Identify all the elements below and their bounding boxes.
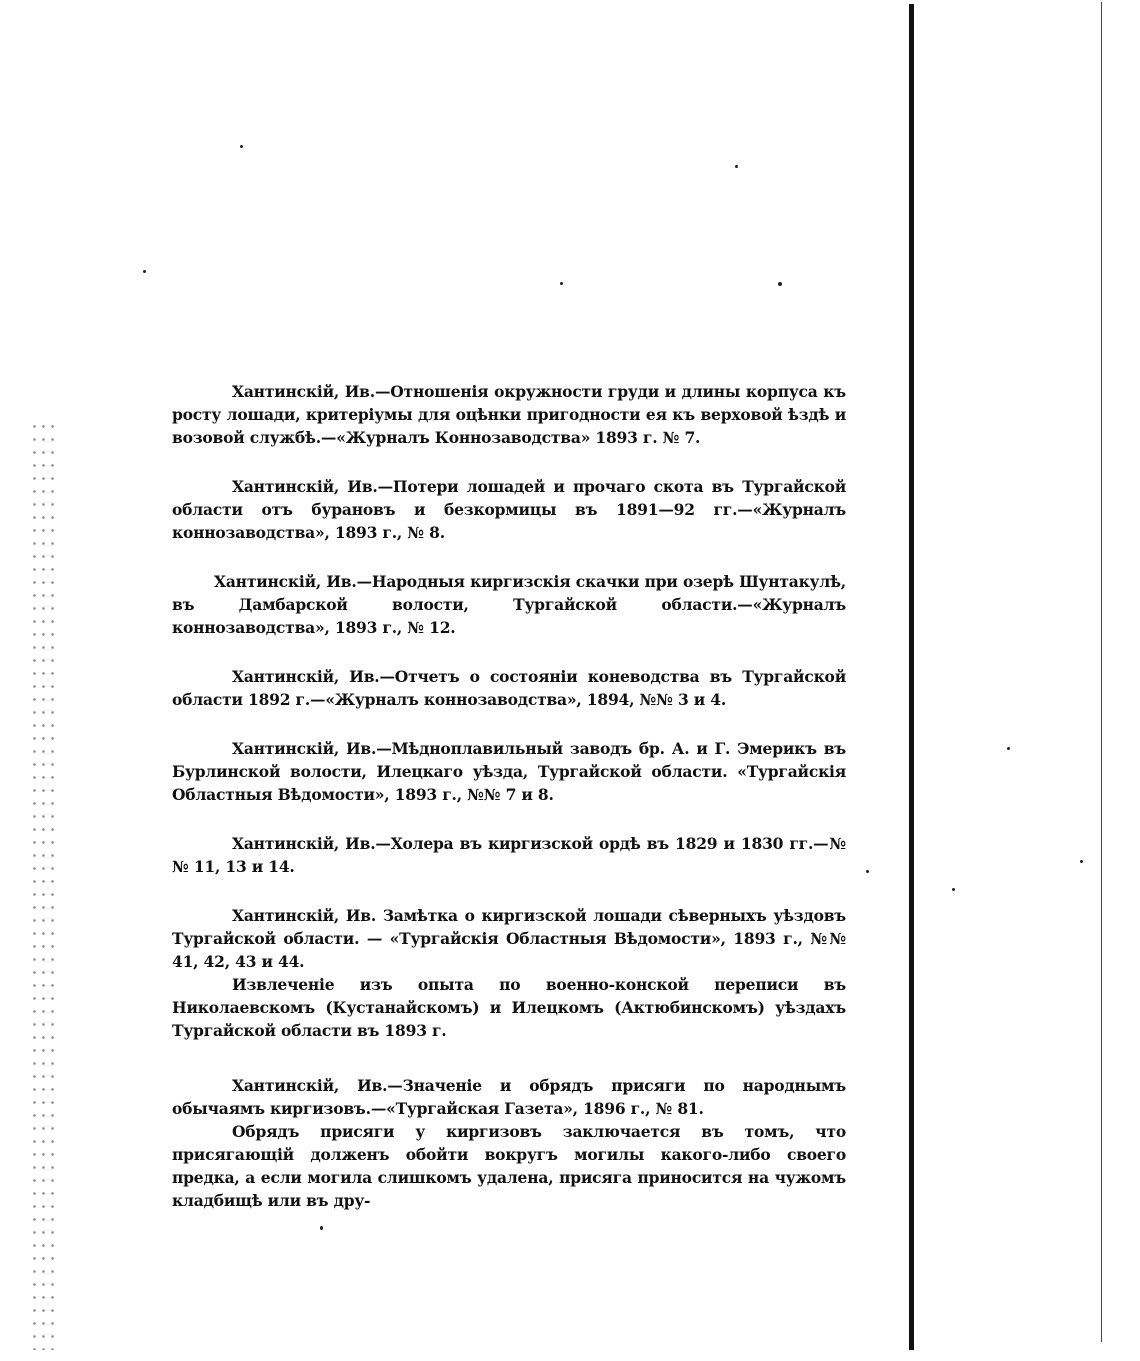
bibliography-entry: Хантинскій, Ив.—Отношенія окружности груди и длины корпуса къ росту лошади, критеріумы для оцѣнки пригодности ея къ верховой ѣздѣ и возовой службѣ.—«Журналъ Коннозаводства» 1893 г. № 7. xyxy=(172,382,846,447)
scan-speck xyxy=(240,145,243,148)
scan-speck xyxy=(735,165,738,168)
page-edge-line xyxy=(1101,2,1102,1342)
entry-annotation: Извлеченіе изъ опыта по военно-конской переписи въ Николаевскомъ (Кустанайскомъ) и Илецкомъ (Актюбинскомъ) уѣздахъ Тургайской области въ 1893 г. xyxy=(172,975,846,1040)
entry-annotation: Обрядъ присяги у киргизовъ заключается въ томъ, что присягающій долженъ обойти вокругъ могилы какого-либо своего предка, а если могила слишкомъ удалена, присяга приносится на чужомъ кладбищѣ или въ дру- xyxy=(172,1122,846,1210)
bibliography-entry: Хантинскій, Ив.—Отчетъ о состояніи коневодства въ Тургайской области 1892 г.—«Журналъ коннозаводства», 1894, №№ 3 и 4. xyxy=(172,667,846,709)
bibliography-entry: Хантинскій, Ив.—Мѣдноплавильный заводъ бр. А. и Г. Эмерикъ въ Бурлинской волости, Илецкаго уѣзда, Тургайской области. «Тургайскія Областныя Вѣдомости», 1893 г., №№ 7 и 8. xyxy=(172,739,846,804)
scan-speck xyxy=(1007,747,1010,750)
scan-speck xyxy=(1080,860,1083,863)
bibliography-entry: Хантинскій, Ив. Замѣтка о киргизской лошади сѣверныхъ уѣздовъ Тургайской области. — «Тургайскія Областныя Вѣдомости», 1893 г., №№ 41, 42, 43 и 44. xyxy=(172,906,846,971)
scan-speck xyxy=(778,282,782,286)
bibliography-text xyxy=(172,380,846,1238)
bibliography-entry: Хантинскій, Ив.—Народныя киргизскія скачки при озерѣ Шунтакулѣ, въ Дамбарской волости, Тургайской области.—«Журналъ коннозаводства», 1893 г., № 12. xyxy=(172,572,846,637)
bibliography-entry: Хантинскій, Ив.—Холера въ киргизской ордѣ въ 1829 и 1830 гг.—№№ 11, 13 и 14. xyxy=(172,834,846,876)
scan-speck xyxy=(143,270,146,273)
scan-noise-gutter xyxy=(30,420,58,1350)
scan-speck xyxy=(560,282,563,285)
bibliography-entry: Хантинскій, Ив.—Потери лошадей и прочаго скота въ Тургайской области отъ бурановъ и безкормицы въ 1891—92 гг.—«Журналъ коннозаводства», 1893 г., № 8. xyxy=(172,477,846,542)
bibliography-entry: Хантинскій, Ив.—Значеніе и обрядъ присяги по народнымъ обычаямъ киргизовъ.—«Тургайская Газета», 1896 г., № 81. xyxy=(172,1076,846,1118)
scan-speck xyxy=(866,870,869,873)
book-spine-shadow xyxy=(909,4,914,1350)
scan-speck xyxy=(952,888,955,891)
